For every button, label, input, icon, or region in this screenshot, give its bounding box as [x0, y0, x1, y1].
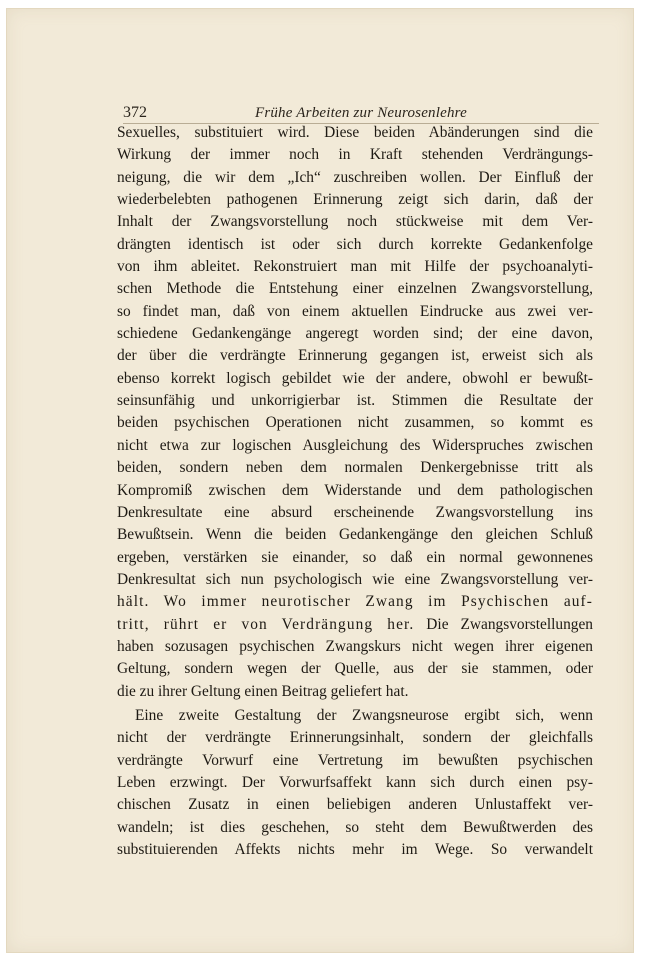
text-line: Geltung, sondern wegen der Quelle, aus der sie stammen, oder — [117, 660, 593, 678]
text-line: so findet man, daß von einem aktuellen Eindrucke aus zwei ver- — [117, 302, 593, 320]
emphasized-phrase: tritt, rührt er von Verdrängung her. — [117, 615, 415, 633]
text-line: nicht etwa zur logischen Ausgleichung des Widerspruches zwischen — [117, 436, 593, 454]
text-line: schen Methode die Entstehung einer einzelnen Zwangsvorstellung, — [117, 280, 593, 298]
text-line: Eine zweite Gestaltung der Zwangsneurose ergibt sich, wenn — [135, 706, 593, 724]
text-line: verdrängte Vorwurf eine Vertretung im bewußten psychischen — [117, 751, 593, 769]
text-line: von ihm ableitet. Rekonstruiert man mit Hilfe der psychoanalyti- — [117, 258, 593, 276]
text-line: chischen Zusatz in einen beliebigen anderen Unlustaffekt ver- — [117, 796, 593, 814]
text-line: der über die verdrängte Erinnerung gegangen ist, erweist sich als — [117, 347, 593, 365]
page-number: 372 — [123, 104, 147, 121]
line-rest: Die Zwangsvorstellungen — [414, 615, 594, 633]
text-line: Inhalt der Zwangsvorstellung noch stückweise mit dem Ver- — [117, 213, 593, 231]
text-line: Wirkung der immer noch in Kraft stehenden Verdrängungs- — [117, 146, 593, 164]
text-line: Denkresultate eine absurd erscheinende Zwangsvorstellung ins — [117, 503, 593, 521]
text-line: die zu ihrer Geltung einen Beitrag geliefert hat. — [117, 682, 409, 700]
page-header — [123, 103, 599, 124]
text-line: Leben erzwingt. Der Vorwurfsaffekt kann sich durch einen psy- — [117, 773, 593, 791]
text-line: Sexuelles, substituiert wird. Diese beiden Abänderungen sind die — [117, 124, 593, 141]
text-line: beiden, sondern neben dem normalen Denkergebnisse tritt als — [117, 459, 593, 477]
text-line: substituierenden Affekts nichts mehr im Wege. So verwandelt — [117, 841, 593, 858]
paragraph-1 — [117, 122, 593, 703]
emphasized-line: hält. Wo immer neurotischer Zwang im Psychischen auf- — [117, 593, 593, 611]
emphasized-line — [117, 614, 593, 636]
text-line: ergeben, verstärken sie einander, so daß ein normal gewonnenes — [117, 548, 593, 566]
text-line: haben sozusagen psychischen Zwangskurs nicht wegen ihrer eigenen — [117, 637, 593, 655]
paragraph-2 — [117, 705, 593, 861]
text-line: neigung, die wir dem „Ich“ zuschreiben wollen. Der Einfluß der — [117, 168, 593, 186]
text-line: Kompromiß zwischen dem Widerstande und dem pathologischen — [117, 481, 593, 499]
text-line: wiederbelebten pathogenen Erinnerung zeigt sich darin, daß der — [117, 191, 593, 209]
text-line: drängten identisch ist oder sich durch korrekte Gedankenfolge — [117, 235, 593, 253]
text-line: seinsunfähig und unkorrigierbar ist. Stimmen die Resultate der — [117, 392, 593, 410]
text-line: schiedene Gedankengänge angeregt worden sind; der eine davon, — [117, 325, 593, 343]
body-text — [117, 122, 593, 861]
running-head: Frühe Arbeiten zur Neurosenlehre — [254, 105, 468, 121]
text-line: nicht der verdrängte Erinnerungsinhalt, sondern der gleichfalls — [117, 729, 593, 747]
text-line: wandeln; ist dies geschehen, so steht dem Bewußtwerden des — [117, 818, 593, 836]
text-line: Bewußtsein. Wenn die beiden Gedankengänge den gleichen Schluß — [117, 526, 593, 544]
text-line: ebenso korrekt logisch gebildet wie der andere, obwohl er bewußt- — [117, 369, 593, 387]
text-line: Denkresultat sich nun psychologisch wie eine Zwangsvorstellung ver- — [117, 570, 593, 588]
text-line: beiden psychischen Operationen nicht zusammen, so kommt es — [117, 414, 593, 432]
